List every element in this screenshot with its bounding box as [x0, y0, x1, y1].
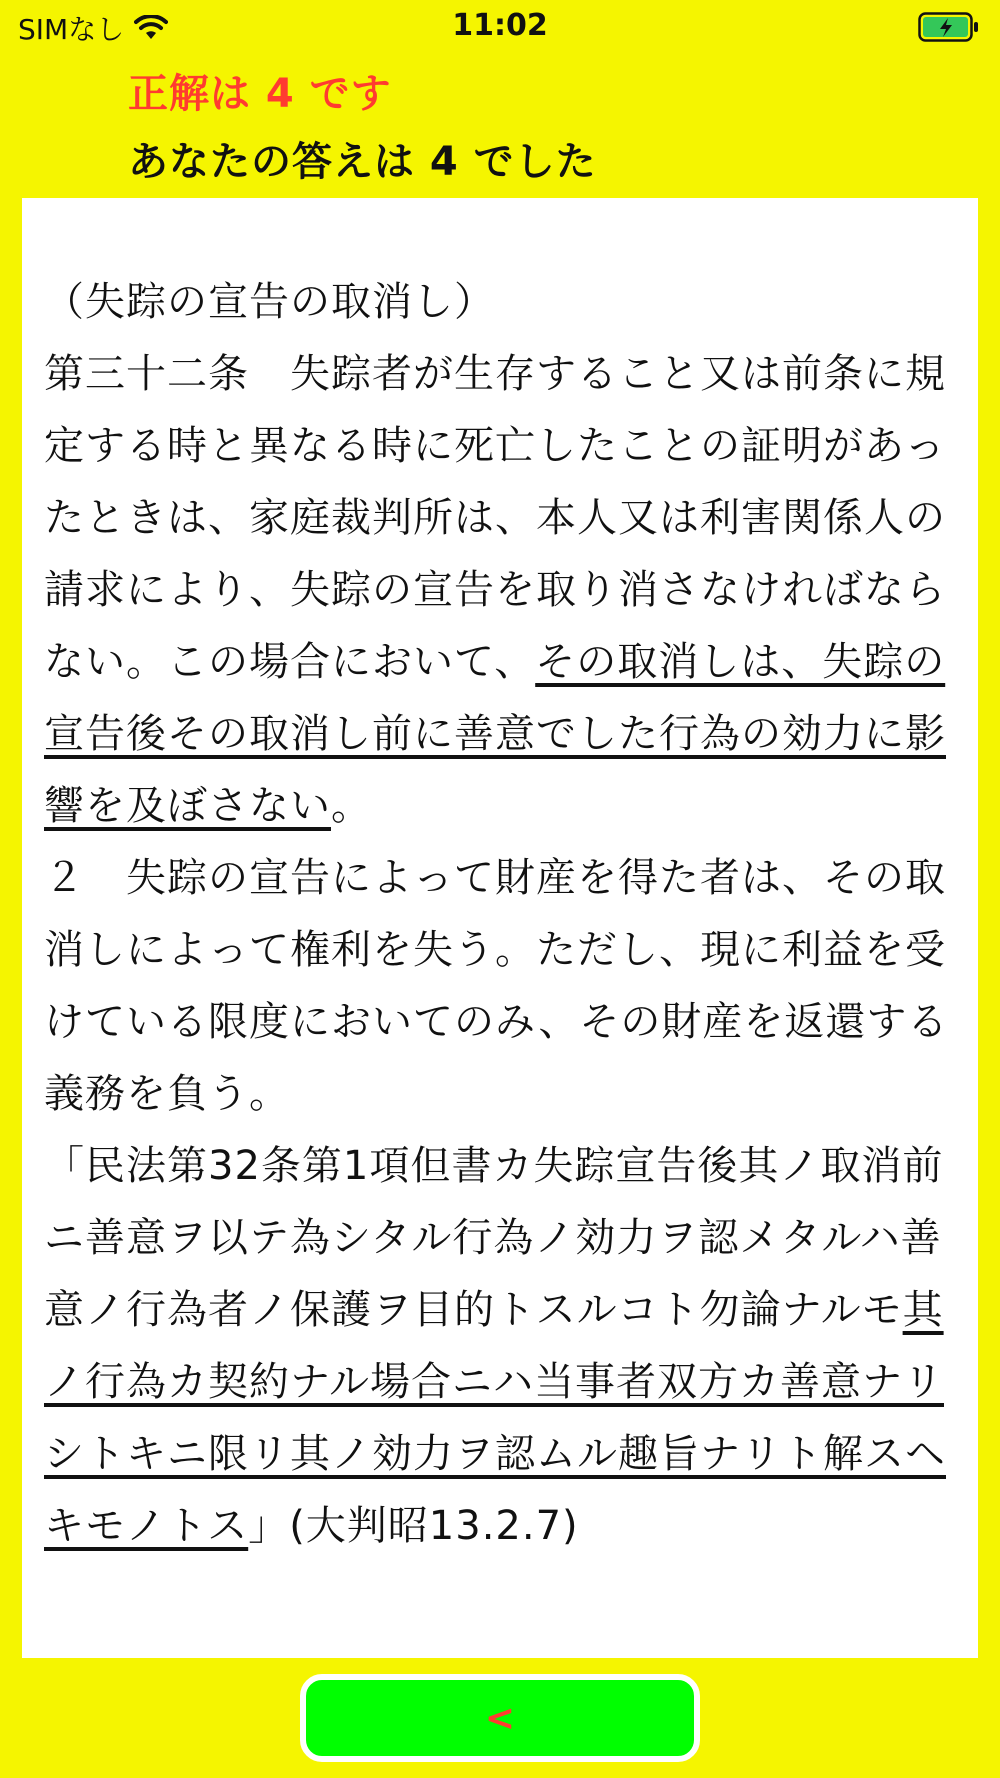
explanation-segment: 」(大判昭13.2.7)	[248, 1503, 579, 1549]
correct-answer-text: 正解は 4 です	[128, 71, 392, 117]
explanation-underlined-segment: その取消しは、失踪の宣告後その取消し前に善意でした行為の効力に影響を及ぼさない	[44, 639, 946, 829]
battery-charging-icon	[918, 12, 980, 42]
your-answer-text: あなたの答えは 4 でした	[128, 139, 597, 185]
explanation-segment: （失踪の宣告の取消し） 第三十二条 失踪者が生存すること又は前条に規定する時と異なる時に死亡したことの証明があったときは、家庭裁判所は、本人又は利害関係人の請求により、失踪の宣告を取り消さなければならない。この場合において、	[44, 279, 946, 685]
status-time: 11:02	[452, 8, 548, 43]
explanation-segment: 。 ２ 失踪の宣告によって財産を得た者は、その取消しによって権利を失う。ただし、現に利益を受けている限度においてのみ、その財産を返還する義務を負う。 「民法第32条第1項但書カ失踪宣告後其ノ取消前ニ善意ヲ以テ為シタル行為ノ効力ヲ認メタルハ善意ノ行為者ノ保護ヲ目的トスルコト勿論ナルモ	[44, 783, 949, 1333]
back-button[interactable]: <	[300, 1674, 700, 1762]
explanation-panel	[22, 198, 978, 1658]
explanation-underlined-segment: 其ノ行為カ契約ナル場合ニハ当事者双方カ善意ナリシトキニ限リ其ノ効力ヲ認ムル趣旨ナリト解スヘキモノトス	[44, 1287, 946, 1549]
carrier-label: SIMなし	[18, 13, 125, 46]
explanation-text	[44, 266, 956, 1562]
status-bar	[0, 0, 1000, 56]
